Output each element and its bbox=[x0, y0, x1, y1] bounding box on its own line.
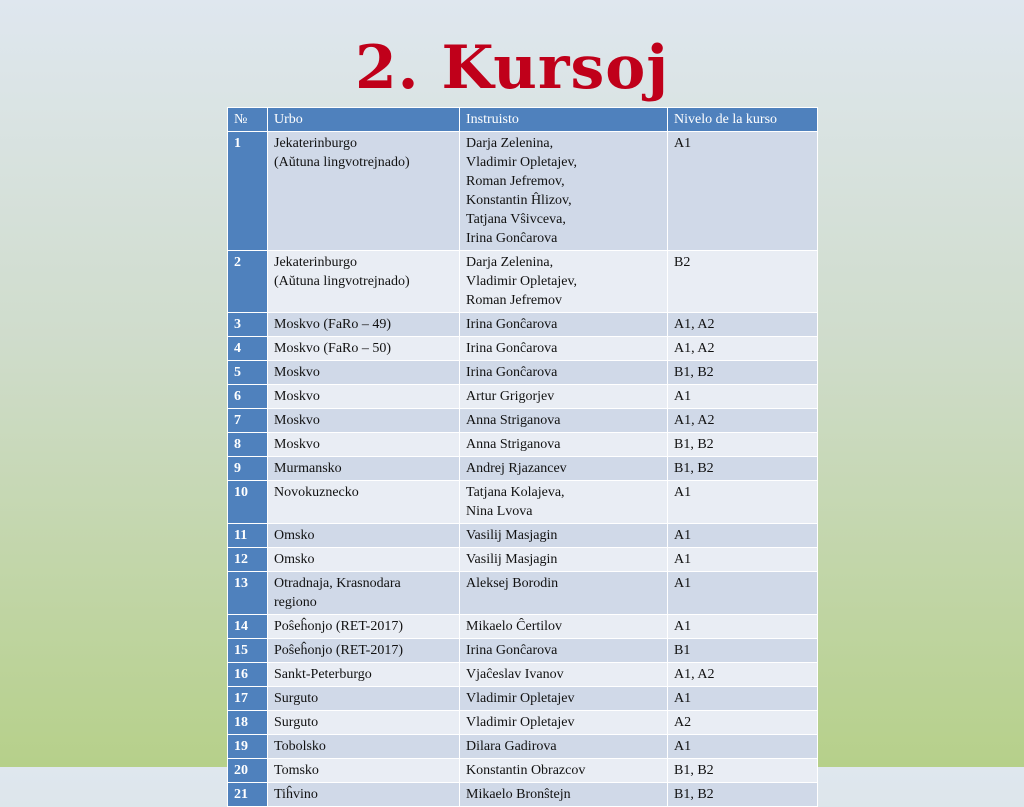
table-row bbox=[228, 663, 818, 687]
table-row bbox=[228, 337, 818, 361]
courses-table-wrapper bbox=[227, 107, 817, 807]
row-city bbox=[268, 457, 460, 481]
courses-table bbox=[227, 107, 818, 807]
city-line: Moskvo bbox=[274, 413, 320, 428]
header-teacher: Instruisto bbox=[460, 108, 668, 132]
teacher-line: Artur Grigorjev bbox=[466, 389, 555, 404]
teacher-line: Vasilij Masjagin bbox=[466, 552, 558, 567]
city-line: (Aŭtuna lingvotrejnado) bbox=[274, 274, 410, 289]
row-level: A1, A2 bbox=[668, 313, 818, 337]
city-line: Murmansko bbox=[274, 461, 342, 476]
row-teacher bbox=[460, 783, 668, 807]
teacher-line: Tatjana Kolajeva, bbox=[466, 485, 565, 500]
row-level: B2 bbox=[668, 251, 818, 313]
row-teacher bbox=[460, 524, 668, 548]
city-line: Tomsko bbox=[274, 763, 319, 778]
row-teacher bbox=[460, 687, 668, 711]
city-line: Moskvo (FaRo – 50) bbox=[274, 341, 392, 356]
teacher-line: Vladimir Opletajev, bbox=[466, 155, 578, 170]
table-body bbox=[228, 132, 818, 807]
row-teacher bbox=[460, 548, 668, 572]
row-number: 1 bbox=[228, 132, 268, 251]
table-row bbox=[228, 759, 818, 783]
teacher-line: Irina Gonĉarova bbox=[466, 231, 558, 246]
row-teacher bbox=[460, 433, 668, 457]
row-city bbox=[268, 759, 460, 783]
teacher-line: Aleksej Borodin bbox=[466, 576, 559, 591]
table-row bbox=[228, 524, 818, 548]
city-line: (Aŭtuna lingvotrejnado) bbox=[274, 155, 410, 170]
teacher-line: Vladimir Opletajev bbox=[466, 715, 575, 730]
row-number: 11 bbox=[228, 524, 268, 548]
table-row bbox=[228, 433, 818, 457]
row-number: 8 bbox=[228, 433, 268, 457]
row-number: 10 bbox=[228, 481, 268, 524]
table-row bbox=[228, 409, 818, 433]
row-teacher bbox=[460, 313, 668, 337]
city-line: Jekaterinburgo bbox=[274, 255, 357, 270]
city-line: Surguto bbox=[274, 691, 319, 706]
row-level: B1 bbox=[668, 639, 818, 663]
row-teacher bbox=[460, 361, 668, 385]
row-teacher bbox=[460, 132, 668, 251]
row-number: 20 bbox=[228, 759, 268, 783]
row-city bbox=[268, 615, 460, 639]
row-number: 17 bbox=[228, 687, 268, 711]
row-teacher bbox=[460, 337, 668, 361]
table-row bbox=[228, 361, 818, 385]
row-number: 19 bbox=[228, 735, 268, 759]
slide-title: 2. Kursoj bbox=[354, 33, 670, 103]
row-number: 18 bbox=[228, 711, 268, 735]
row-level: A1 bbox=[668, 524, 818, 548]
row-city bbox=[268, 639, 460, 663]
row-level: A1, A2 bbox=[668, 663, 818, 687]
row-level: A1 bbox=[668, 385, 818, 409]
row-level: A1, A2 bbox=[668, 337, 818, 361]
row-city bbox=[268, 735, 460, 759]
row-teacher bbox=[460, 663, 668, 687]
row-teacher bbox=[460, 385, 668, 409]
teacher-line: Mikaelo Ĉertilov bbox=[466, 619, 563, 634]
row-city bbox=[268, 687, 460, 711]
teacher-line: Konstantin Ĥlizov, bbox=[466, 193, 572, 208]
row-number: 4 bbox=[228, 337, 268, 361]
row-city bbox=[268, 361, 460, 385]
row-teacher bbox=[460, 481, 668, 524]
teacher-line: Vladimir Opletajev, bbox=[466, 274, 578, 289]
teacher-line: Tatjana Vŝivceva, bbox=[466, 212, 566, 227]
row-city bbox=[268, 132, 460, 251]
row-city bbox=[268, 711, 460, 735]
row-teacher bbox=[460, 639, 668, 663]
teacher-line: Nina Lvova bbox=[466, 504, 533, 519]
row-level: A1 bbox=[668, 132, 818, 251]
row-teacher bbox=[460, 251, 668, 313]
row-number: 14 bbox=[228, 615, 268, 639]
row-number: 3 bbox=[228, 313, 268, 337]
city-line: Poŝeĥonjo (RET-2017) bbox=[274, 619, 403, 634]
row-number: 7 bbox=[228, 409, 268, 433]
row-teacher bbox=[460, 735, 668, 759]
teacher-line: Dilara Gadirova bbox=[466, 739, 557, 754]
city-line: Jekaterinburgo bbox=[274, 136, 357, 151]
row-teacher bbox=[460, 572, 668, 615]
row-number: 21 bbox=[228, 783, 268, 807]
teacher-line: Irina Gonĉarova bbox=[466, 643, 558, 658]
row-teacher bbox=[460, 615, 668, 639]
city-line: Poŝeĥonjo (RET-2017) bbox=[274, 643, 403, 658]
header-level: Nivelo de la kurso bbox=[668, 108, 818, 132]
row-level: A1, A2 bbox=[668, 409, 818, 433]
teacher-line: Andrej Rjazancev bbox=[466, 461, 567, 476]
row-level: A1 bbox=[668, 687, 818, 711]
row-number: 12 bbox=[228, 548, 268, 572]
teacher-line: Roman Jefremov bbox=[466, 293, 563, 308]
table-row bbox=[228, 711, 818, 735]
city-line: Tobolsko bbox=[274, 739, 326, 754]
row-city bbox=[268, 313, 460, 337]
teacher-line: Anna Striganova bbox=[466, 437, 561, 452]
header-row bbox=[228, 108, 818, 132]
city-line: Moskvo (FaRo – 49) bbox=[274, 317, 392, 332]
row-city bbox=[268, 524, 460, 548]
teacher-line: Darja Zelenina, bbox=[466, 136, 554, 151]
table-row bbox=[228, 687, 818, 711]
row-number: 5 bbox=[228, 361, 268, 385]
row-city bbox=[268, 251, 460, 313]
city-line: Moskvo bbox=[274, 437, 320, 452]
table-row bbox=[228, 481, 818, 524]
table-row bbox=[228, 735, 818, 759]
table-header bbox=[228, 108, 818, 132]
teacher-line: Anna Striganova bbox=[466, 413, 561, 428]
header-number: № bbox=[228, 108, 268, 132]
row-level: B1, B2 bbox=[668, 457, 818, 481]
table-row bbox=[228, 572, 818, 615]
city-line: Moskvo bbox=[274, 389, 320, 404]
row-teacher bbox=[460, 409, 668, 433]
city-line: Novokuznecko bbox=[274, 485, 359, 500]
row-level: A1 bbox=[668, 615, 818, 639]
teacher-line: Mikaelo Bronŝtejn bbox=[466, 787, 571, 802]
row-city bbox=[268, 481, 460, 524]
row-number: 16 bbox=[228, 663, 268, 687]
row-number: 2 bbox=[228, 251, 268, 313]
row-city bbox=[268, 783, 460, 807]
teacher-line: Vladimir Opletajev bbox=[466, 691, 575, 706]
row-city bbox=[268, 409, 460, 433]
table-row bbox=[228, 783, 818, 807]
row-number: 15 bbox=[228, 639, 268, 663]
city-line: Moskvo bbox=[274, 365, 320, 380]
row-city bbox=[268, 548, 460, 572]
city-line: Sankt-Peterburgo bbox=[274, 667, 372, 682]
teacher-line: Darja Zelenina, bbox=[466, 255, 554, 270]
table-row bbox=[228, 385, 818, 409]
table-row bbox=[228, 639, 818, 663]
teacher-line: Irina Gonĉarova bbox=[466, 341, 558, 356]
row-level: A2 bbox=[668, 711, 818, 735]
teacher-line: Irina Gonĉarova bbox=[466, 365, 558, 380]
table-row bbox=[228, 548, 818, 572]
table-row bbox=[228, 457, 818, 481]
table-row bbox=[228, 132, 818, 251]
row-city bbox=[268, 663, 460, 687]
row-level: B1, B2 bbox=[668, 759, 818, 783]
row-teacher bbox=[460, 711, 668, 735]
city-line: Otradnaja, Krasnodara bbox=[274, 576, 401, 591]
row-city bbox=[268, 385, 460, 409]
row-level: A1 bbox=[668, 548, 818, 572]
table-row bbox=[228, 313, 818, 337]
table-row bbox=[228, 615, 818, 639]
row-number: 13 bbox=[228, 572, 268, 615]
city-line: Surguto bbox=[274, 715, 319, 730]
city-line: Omsko bbox=[274, 528, 315, 543]
city-line: regiono bbox=[274, 595, 317, 610]
city-line: Omsko bbox=[274, 552, 315, 567]
table-row bbox=[228, 251, 818, 313]
row-level: A1 bbox=[668, 481, 818, 524]
city-line: Tiĥvino bbox=[274, 787, 318, 802]
row-level: A1 bbox=[668, 735, 818, 759]
teacher-line: Konstantin Obrazcov bbox=[466, 763, 586, 778]
row-number: 9 bbox=[228, 457, 268, 481]
row-city bbox=[268, 572, 460, 615]
teacher-line: Roman Jefremov, bbox=[466, 174, 565, 189]
row-city bbox=[268, 337, 460, 361]
row-level: B1, B2 bbox=[668, 783, 818, 807]
teacher-line: Irina Gonĉarova bbox=[466, 317, 558, 332]
row-number: 6 bbox=[228, 385, 268, 409]
row-level: A1 bbox=[668, 572, 818, 615]
row-teacher bbox=[460, 759, 668, 783]
row-level: B1, B2 bbox=[668, 361, 818, 385]
teacher-line: Vjaĉeslav Ivanov bbox=[466, 667, 564, 682]
teacher-line: Vasilij Masjagin bbox=[466, 528, 558, 543]
header-city: Urbo bbox=[268, 108, 460, 132]
row-teacher bbox=[460, 457, 668, 481]
row-city bbox=[268, 433, 460, 457]
row-level: B1, B2 bbox=[668, 433, 818, 457]
